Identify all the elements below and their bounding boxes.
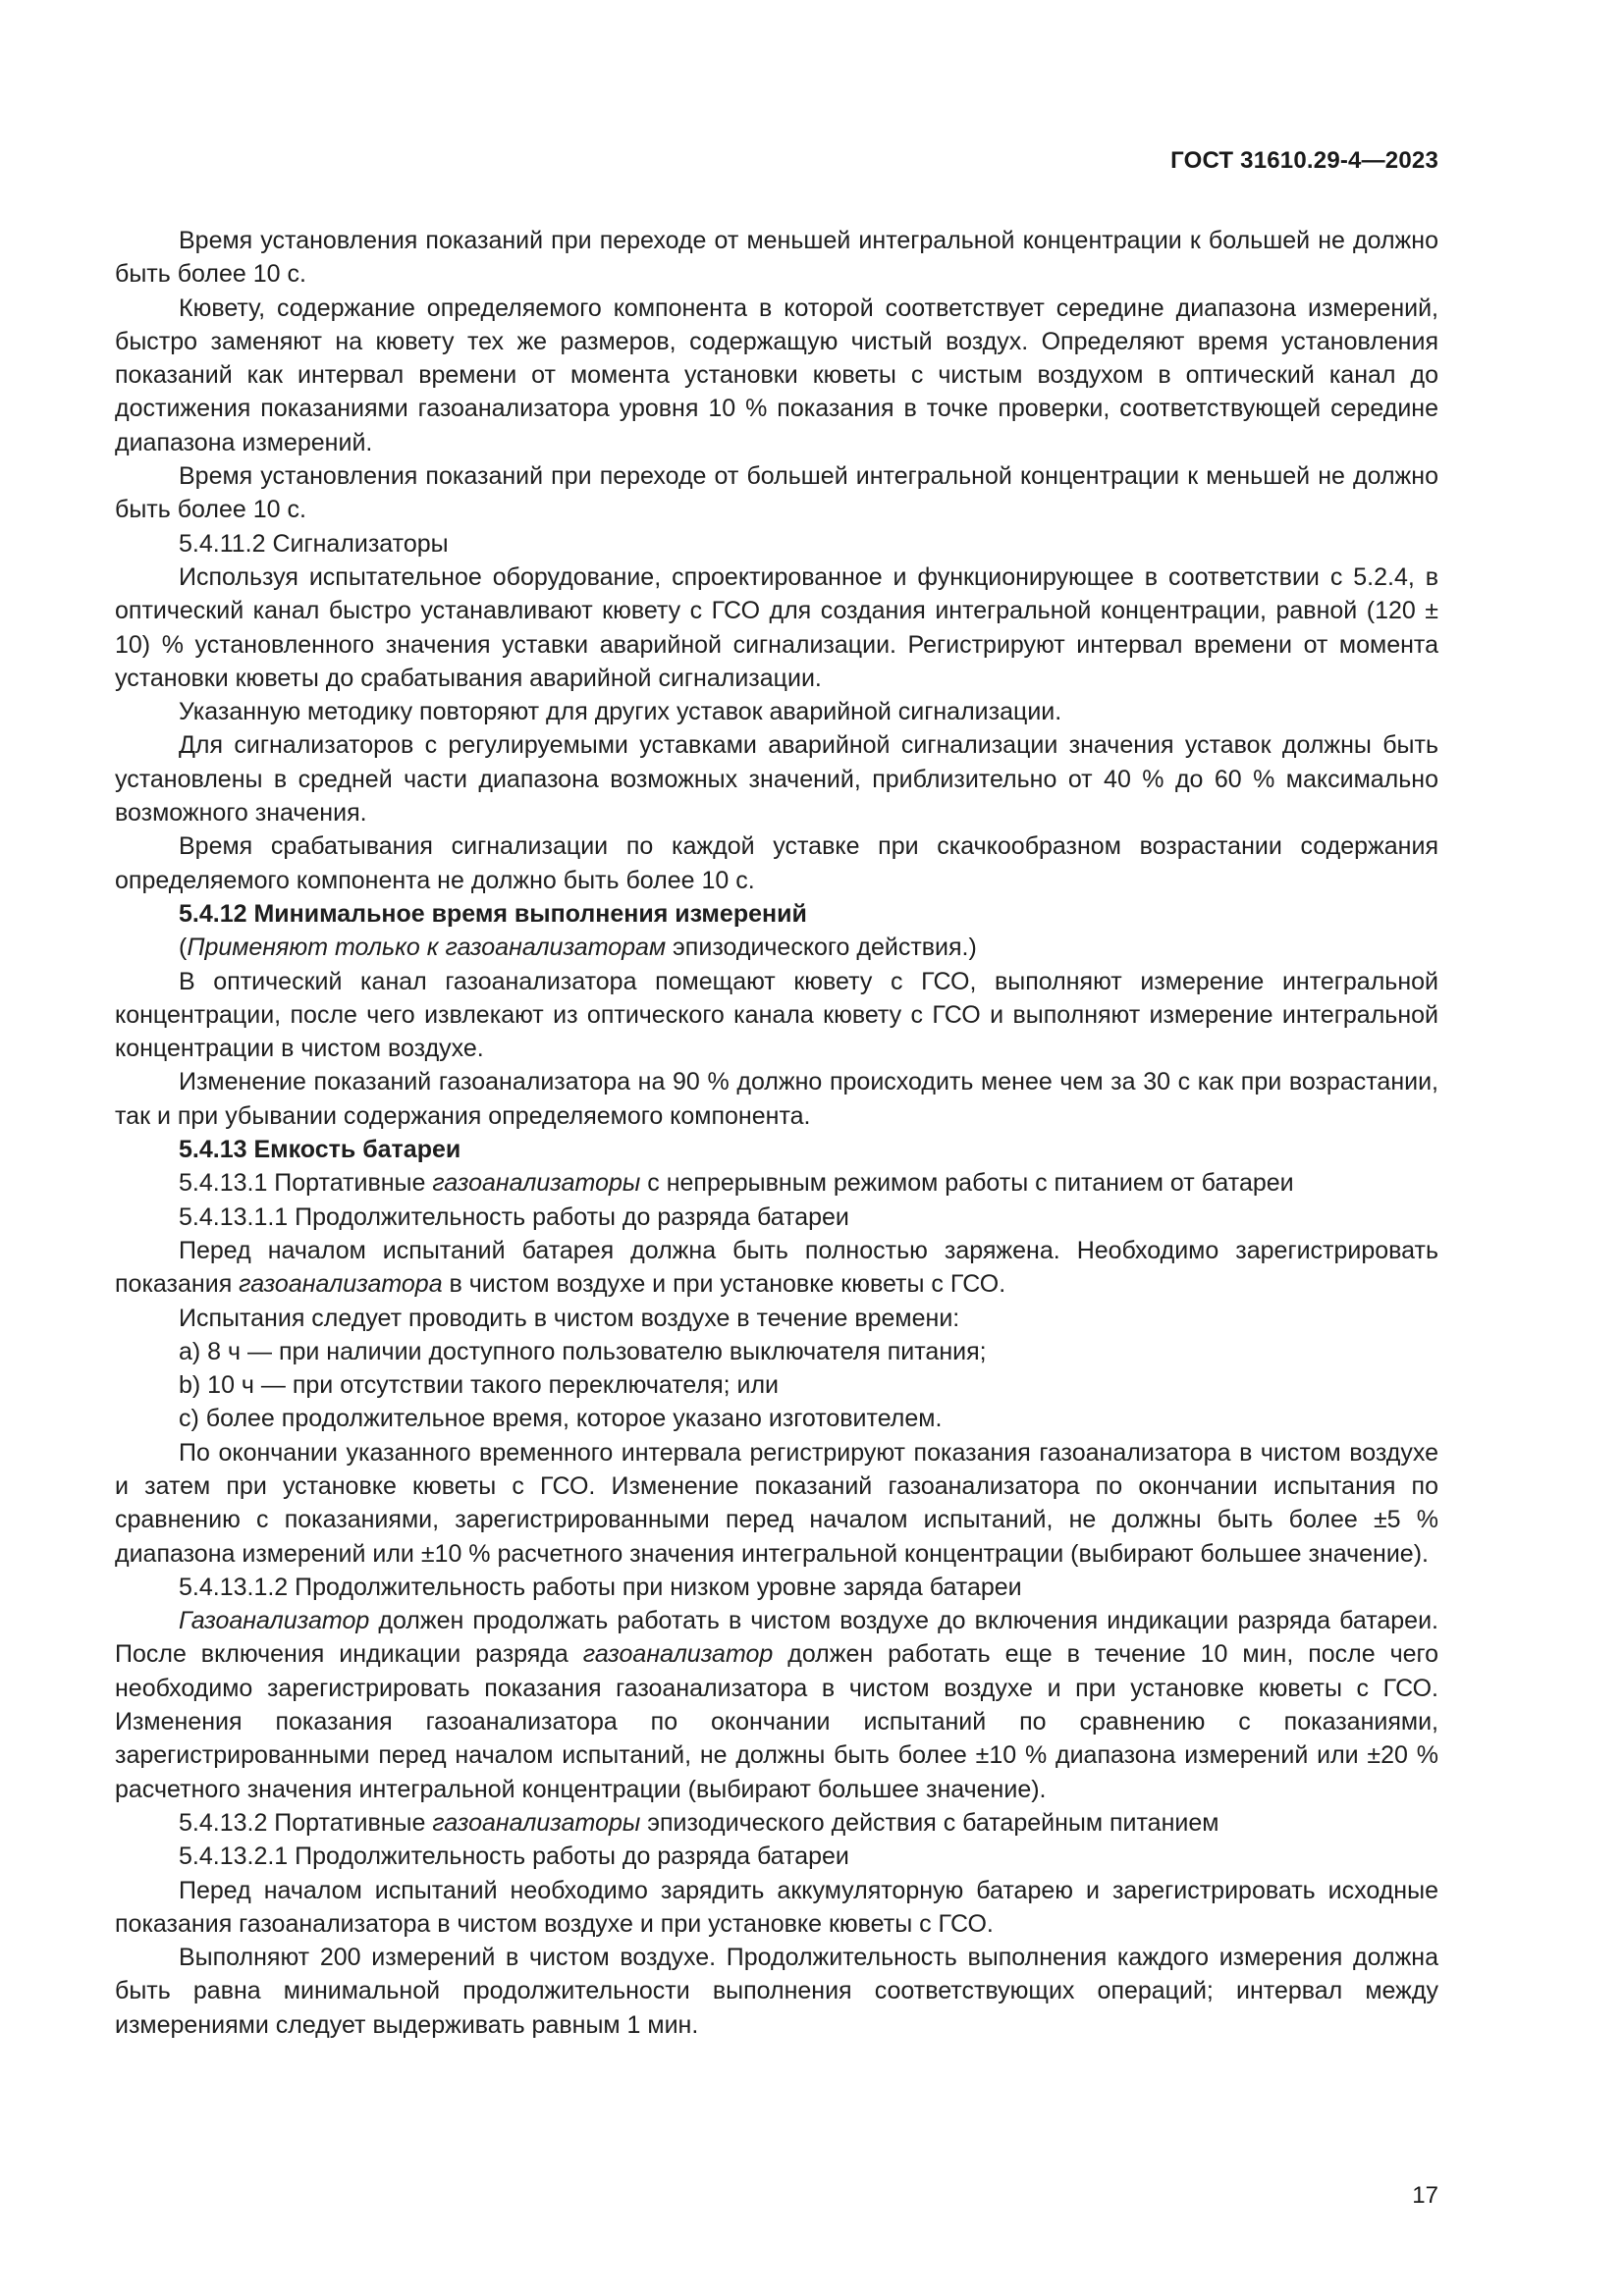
italic-run: газоанализаторы (432, 1808, 641, 1837)
italic-run: газоанализатор (582, 1640, 774, 1669)
text-run: 5.4.13.1 Портативные (179, 1169, 433, 1198)
text-run: с непрерывным режимом работы с питанием от батареи (640, 1169, 1294, 1198)
paragraph: В оптический канал газоанализатора помещают кювету с ГСО, выполняют измерение интегральной концентрации, после чего извлекают из оптического канала кювету с ГСО и выполняют измерение интегральной концентрации в чистом воздухе. (115, 967, 1438, 1063)
italic-run: Применяют только к газоанализаторам (187, 934, 667, 962)
paragraph: Время установления показаний при переходе от большей интегральной концентрации к меньшей не должно быть более 10 с. (115, 462, 1438, 524)
document-body (115, 224, 1438, 2042)
section-heading: 5.4.13 Емкость батареи (179, 1136, 461, 1164)
paragraph (115, 1166, 1438, 1200)
paragraph: Испытания следует проводить в чистом воздухе в течение времени: (179, 1304, 960, 1332)
text-run: 5.4.13.2 Портативные (179, 1808, 433, 1837)
section-heading: 5.4.13.2.1 Продолжительность работы до разряда батареи (179, 1842, 849, 1871)
paragraph: Перед началом испытаний необходимо зарядить аккумуляторную батарею и зарегистрировать исходные показания газоанализатора в чистом воздухе и при установке кюветы с ГСО. (115, 1876, 1438, 1938)
paragraph (115, 1604, 1438, 1806)
text-run: ( (179, 934, 188, 962)
page-number: 17 (1412, 2182, 1438, 2209)
paragraph: Указанную методику повторяют для других уставок аварийной сигнализации. (179, 698, 1062, 726)
text-run: должен работать еще в течение 10 мин, после чего необходимо зарегистрировать показания газоанализатора в чистом воздухе и при установке кюветы с ГСО. Изменения показания газоанализатора по окончании испытаний по сравнению с показаниями, зарегистрированными перед началом испытаний, не должны быть более ±10 % диапазона измерений или ±20 % расчетного значения интегральной концентрации (выбирают большее значение). (115, 1640, 1438, 1803)
italic-run: газоанализаторы (432, 1169, 641, 1198)
paragraph: Изменение показаний газоанализатора на 90 % должно происходить менее чем за 30 с как при возрастании, так и при убывании содержания определяемого компонента. (115, 1068, 1438, 1130)
text-run: должен продолжать работать в чистом воздухе до включения индикации разряда батареи. После включения индикации разряда (115, 1607, 1438, 1669)
list-item: c) более продолжительное время, которое указано изготовителем. (179, 1405, 943, 1433)
paragraph (115, 1806, 1438, 1840)
paragraph: Время установления показаний при переходе от меньшей интегральной концентрации к большей не должно быть более 10 с. (115, 227, 1438, 289)
text-run: в чистом воздухе и при установке кюветы с ГСО. (442, 1270, 1006, 1299)
paragraph: Для сигнализаторов с регулируемыми уставками аварийной сигнализации значения уставок должны быть установлены в средней части диапазона возможных значений, приблизительно от 40 % до 60 % максимально возможного значения. (115, 731, 1438, 828)
paragraph: Кювету, содержание определяемого компонента в которой соответствует середине диапазона измерений, быстро заменяют на кювету тех же размеров, содержащую чистый воздух. Определяют время установления показаний как интервал времени от момента установки кюветы с чистым воздухом в оптический канал до достижения показаниями газоанализатора уровня 10 % показания в точке проверки, соответствующей середине диапазона измерений. (115, 294, 1438, 456)
paragraph: Выполняют 200 измерений в чистом воздухе. Продолжительность выполнения каждого измерения должна быть равна минимальной продолжительности выполнения соответствующих операций; интервал между измерениями следует выдерживать равным 1 мин. (115, 1944, 1438, 2039)
paragraph (115, 1234, 1438, 1302)
paragraph: Используя испытательное оборудование, спроектированное и функционирующее в соответствии с 5.2.4, в оптический канал быстро устанавливают кювету с ГСО для создания интегральной концентрации, равной (120 ± 10) % установленного значения уставки аварийной сигнализации. Регистрируют интервал времени от момента установки кюветы до срабатывания аварийной сигнализации. (115, 562, 1438, 692)
section-heading: 5.4.13.1.1 Продолжительность работы до разряда батареи (179, 1202, 849, 1231)
paragraph: Время срабатывания сигнализации по каждой уставке при скачкообразном возрастании содержания определяемого компонента не должно быть более 10 с. (115, 832, 1438, 894)
text-run: эпизодического действия.) (666, 934, 977, 962)
document-header: ГОСТ 31610.29-4—2023 (1170, 147, 1438, 174)
list-item: a) 8 ч — при наличии доступного пользователю выключателя питания; (179, 1337, 987, 1365)
text-run: Перед началом испытаний батарея должна быть полностью заряжена. Необходимо зарегистрировать показания (115, 1236, 1438, 1299)
italic-run: газоанализатора (239, 1270, 443, 1299)
paragraph: По окончании указанного временного интервала регистрируют показания газоанализатора в чистом воздухе и затем при установке кюветы с ГСО. Изменение показаний газоанализатора по окончании испытания по сравнению с показаниями, зарегистрированными перед началом испытаний, не должны быть более ±5 % диапазона измерений или ±10 % расчетного значения интегральной концентрации (выбирают большее значение). (115, 1438, 1438, 1568)
section-heading: 5.4.11.2 Сигнализаторы (179, 529, 449, 558)
italic-run: Газоанализатор (179, 1607, 370, 1635)
text-run: эпизодического действия с батарейным питанием (640, 1808, 1219, 1837)
paragraph (115, 931, 1438, 964)
section-heading: 5.4.13.1.2 Продолжительность работы при низком уровне заряда батареи (179, 1573, 1022, 1601)
section-heading: 5.4.12 Минимальное время выполнения измерений (179, 899, 807, 928)
list-item: b) 10 ч — при отсутствии такого переключателя; или (179, 1371, 780, 1400)
